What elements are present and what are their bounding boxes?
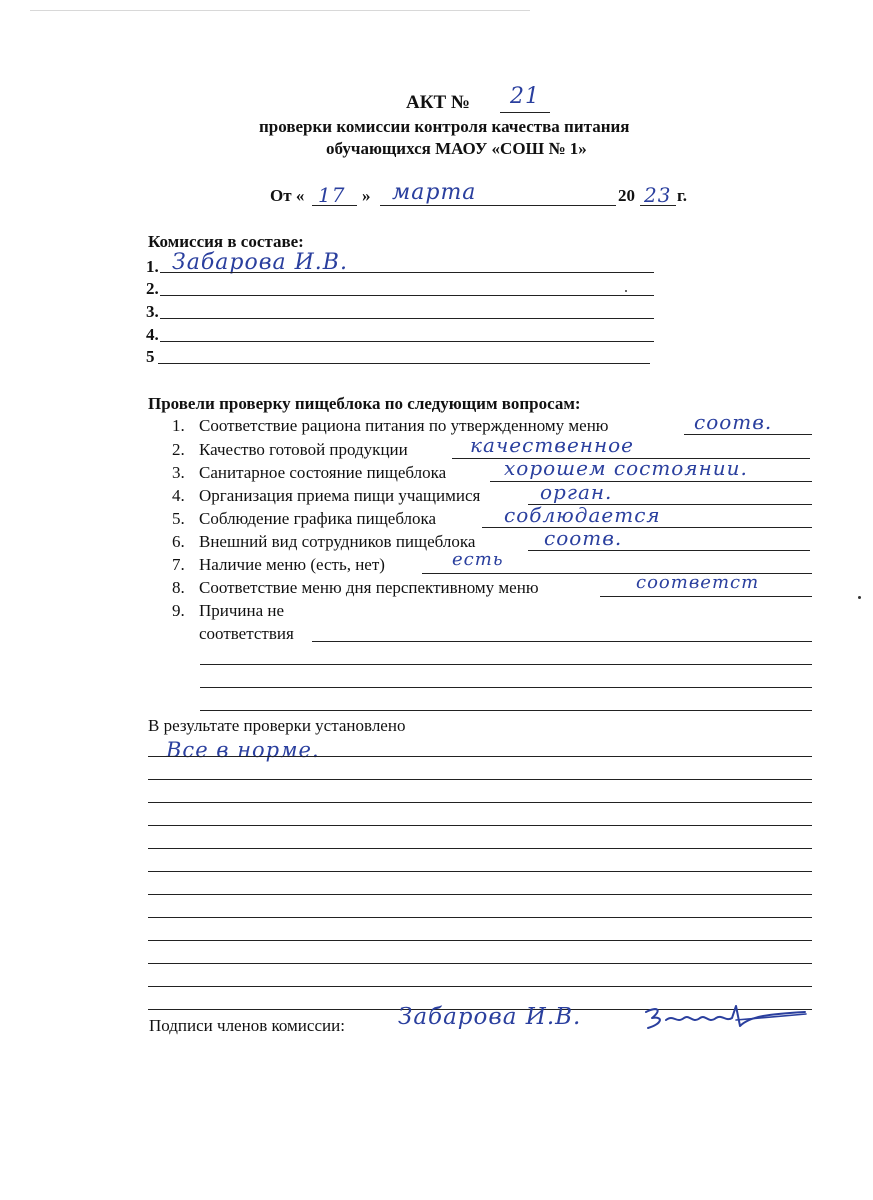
date-year-suffix: 23 [644, 183, 672, 207]
item-label-continuation: соответствия [199, 624, 294, 643]
item-number: 7. [172, 555, 185, 574]
member-name: Забарова И.В. [172, 250, 348, 275]
scan-speck [858, 596, 861, 599]
inspection-heading: Провели проверку пищеблока по следующим вопросам: [148, 394, 581, 413]
handwritten-signature [640, 998, 810, 1038]
item-answer: соотв. [544, 526, 623, 550]
item-label: Соответствие рациона питания по утвержденному меню [199, 416, 609, 435]
item-number: 4. [172, 486, 185, 505]
item-number: 8. [172, 578, 185, 597]
signature-name: Забарова И.В. [398, 1004, 582, 1030]
item-answer: соотв. [694, 410, 773, 434]
date-year-end: г. [677, 186, 688, 205]
item-answer: есть [452, 549, 504, 570]
member-number: 4. [146, 325, 159, 344]
member-number: 2. [146, 279, 159, 298]
subtitle-line-2: обучающихся МАОУ «СОШ № 1» [326, 139, 587, 158]
date-day: 17 [318, 183, 346, 207]
scan-speck [625, 290, 627, 292]
item-label: Качество готовой продукции [199, 440, 408, 459]
date-year-prefix: 20 [618, 186, 635, 205]
date-month: марта [392, 180, 477, 205]
item-label: Соответствие меню дня перспективному меню [199, 578, 539, 597]
signatures-label: Подписи членов комиссии: [149, 1016, 345, 1035]
act-number: 21 [510, 84, 540, 109]
member-number: 3. [146, 302, 159, 321]
result-heading: В результате проверки установлено [148, 716, 406, 735]
date-quote-close: » [362, 186, 371, 205]
item-number: 3. [172, 463, 185, 482]
item-label: Санитарное состояние пищеблока [199, 463, 447, 482]
item-label: Соблюдение графика пищеблока [199, 509, 437, 528]
item-label: Организация приема пищи учащимися [199, 486, 481, 505]
item-number: 1. [172, 416, 185, 435]
member-number: 5 [146, 347, 155, 366]
item-answer: соответст [636, 572, 760, 593]
item-label: Внешний вид сотрудников пищеблока [199, 532, 476, 551]
date-from-label: От « [270, 186, 305, 205]
item-label: Наличие меню (есть, нет) [199, 555, 385, 574]
result-text: Все в норме. [166, 738, 320, 762]
item-number: 6. [172, 532, 185, 551]
item-label: Причина не [199, 601, 285, 620]
item-number: 5. [172, 509, 185, 528]
item-number: 9. [172, 601, 185, 620]
item-answer: хорошем состоянии. [504, 456, 748, 480]
item-answer: качественное [470, 433, 635, 457]
commission-heading: Комиссия в составе: [148, 232, 304, 251]
item-answer: соблюдается [504, 503, 661, 527]
subtitle-line-1: проверки комиссии контроля качества питания [259, 117, 630, 136]
item-answer: орган. [540, 480, 613, 504]
act-title: АКТ № [406, 92, 471, 113]
scan-edge [30, 10, 530, 11]
item-number: 2. [172, 440, 185, 459]
member-number: 1. [146, 257, 159, 276]
